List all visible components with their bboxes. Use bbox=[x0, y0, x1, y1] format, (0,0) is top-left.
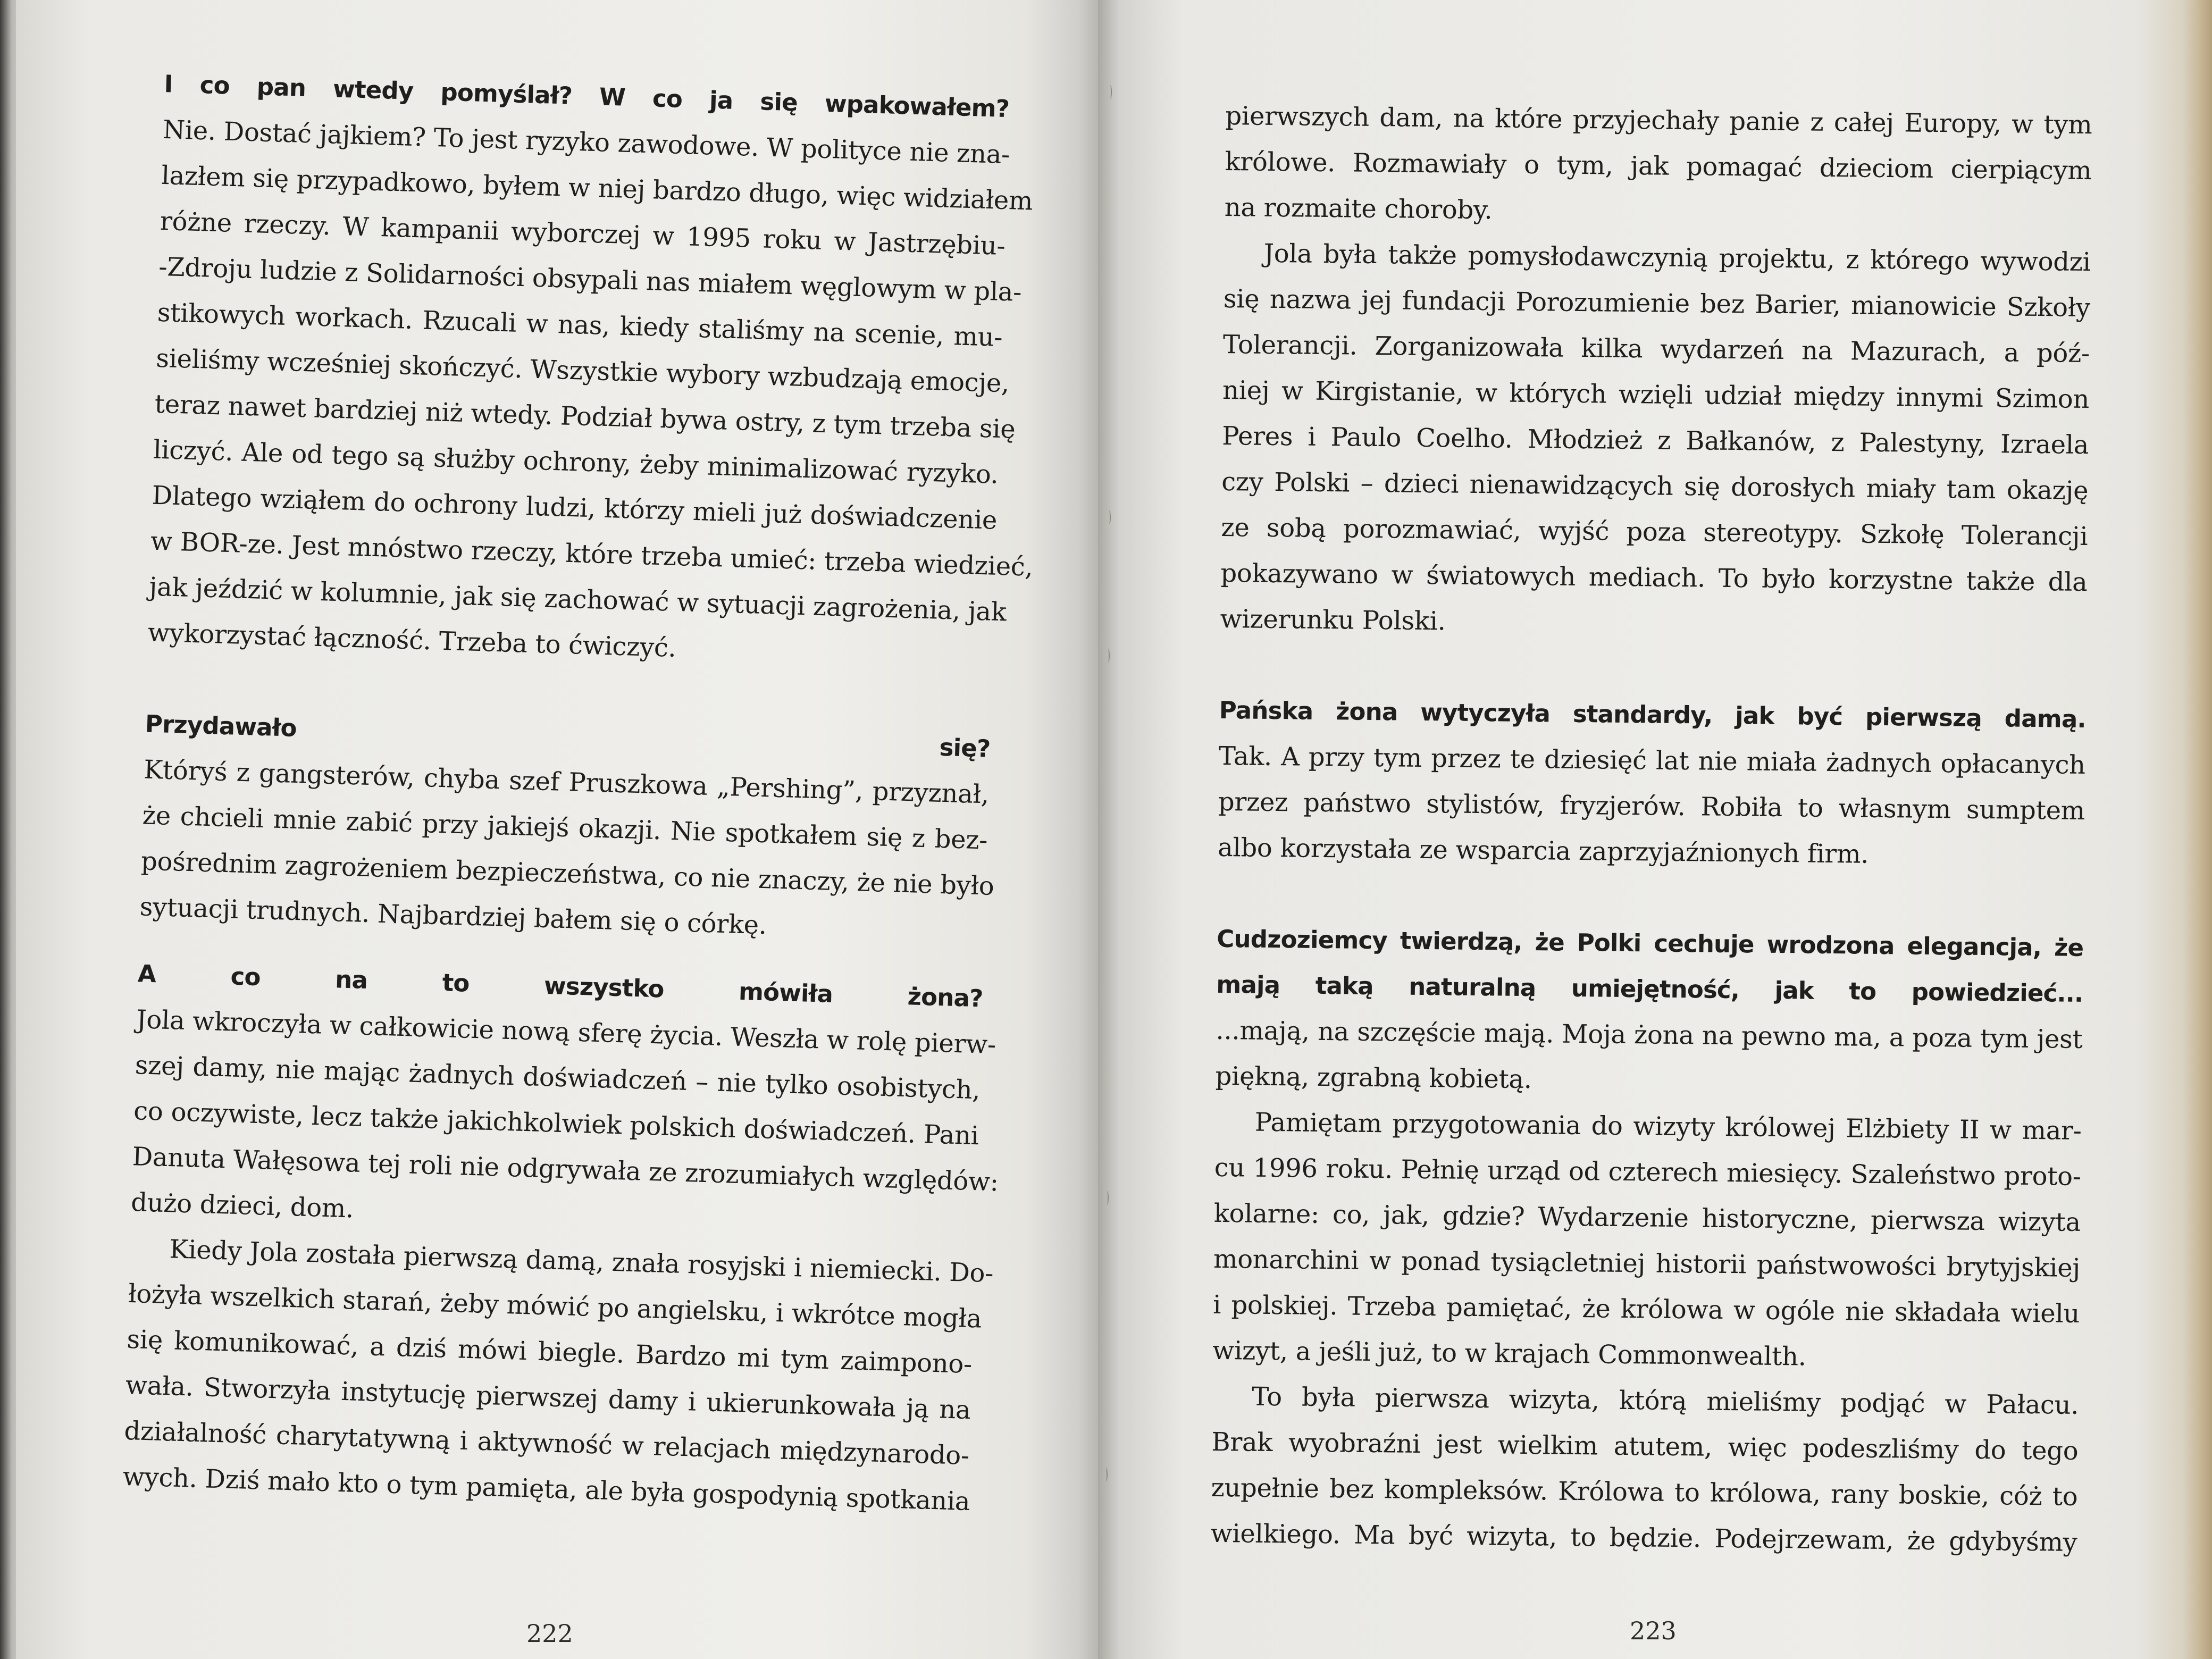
text-line: się komunikować, a dziś mówi biegle. Bardzo mi tym zaimpono- bbox=[126, 1324, 973, 1380]
paragraph-first-line: Jola była także pomysłodawczynią projektu, z którego wywodzi bbox=[1263, 238, 2091, 278]
text-line: co oczywiste, lecz także jakichkolwiek polskich doświadczeń. Pani bbox=[133, 1096, 979, 1151]
text-line: pośrednim zagrożeniem bezpieczeństwa, co nie znaczy, że nie było bbox=[140, 846, 995, 901]
text-line: liczyć. Ale od tego są służby ochrony, żeby minimalizować ryzyko. bbox=[153, 434, 999, 490]
interview-question-line: A co na to wszystko mówiła żona? bbox=[137, 959, 984, 1013]
page-edge-mark bbox=[1104, 1468, 1108, 1481]
text-line: wała. Stworzyła instytucję pierwszej damy i ukierunkowała ją na bbox=[125, 1370, 971, 1426]
text-line: -Zdroju ludzie z Solidarności obsypali nas miałem węglowym w pla- bbox=[158, 252, 1022, 307]
text-line: Tolerancji. Zorganizowała kilka wydarzeń na Mazurach, a póź- bbox=[1222, 329, 2090, 369]
text-line: kolarne: co, jak, gdzie? Wydarzenie historyczne, pierwsza wizyta bbox=[1213, 1198, 2081, 1237]
text-line: lazłem się przypadkowo, byłem w niej bardzo długo, więc widziałem bbox=[161, 160, 1033, 216]
text-line: Dlatego wziąłem do ochrony ludzi, którzy mieli już doświadczenie bbox=[151, 480, 998, 535]
text-line: Peres i Paulo Coelho. Młodzież z Bałkanów, z Palestyny, Izraela bbox=[1221, 421, 2089, 460]
text-line: teraz nawet bardziej niż wtedy. Podział bywa ostry, z tym trzeba się bbox=[154, 389, 1016, 445]
page-edge-mark bbox=[1108, 510, 1111, 524]
text-line: sieliśmy wcześniej skończyć. Wszystkie wybory wzbudzają emocje, bbox=[155, 343, 1010, 399]
interview-question-line: Pańska żona wytyczyła standardy, jak być pierwszą damą. bbox=[1219, 696, 2087, 734]
interview-question-line: I co pan wtedy pomyślał? W co ja się wpakowałem? bbox=[163, 69, 1010, 123]
text-line: w BOR-ze. Jest mnóstwo rzeczy, które trzeba umieć: trzeba wiedzieć, bbox=[150, 526, 1034, 582]
text-line: i polskiej. Trzeba pamiętać, że królowa w ogóle nie składała wielu bbox=[1212, 1289, 2080, 1329]
text-line: pierwszych dam, na które przyjechały panie z całej Europy, w tym bbox=[1225, 100, 2092, 140]
text-line: jak jeździć w kolumnie, jak się zachować w sytuacji zagrożenia, jak bbox=[148, 572, 1007, 627]
interview-question-line: mają taką naturalną umiejętność, jak to powiedzieć... bbox=[1216, 970, 2083, 1008]
text-line: Brak wyobraźni jest wielkim atutem, więc podeszliśmy do tego bbox=[1211, 1427, 2079, 1466]
page-number-right: 223 bbox=[1630, 1616, 1677, 1645]
text-line: niej w Kirgistanie, w których wzięli udział między innymi Szimon bbox=[1222, 375, 2090, 415]
text-line: działalność charytatywną i aktywność w relacjach międzynarodo- bbox=[123, 1415, 970, 1471]
text-line: łożyła wszelkich starań, żeby mówić po angielsku, i wkrótce mogła bbox=[128, 1278, 982, 1334]
paragraph-first-line: Pamiętam przygotowania do wizyty królowej Elżbiety II w mar- bbox=[1254, 1107, 2082, 1146]
text-line: Jola wkroczyła w całkowicie nową sferę życia. Weszła w rolę pierw- bbox=[136, 1004, 996, 1060]
text-line: piękną, zgrabną kobietą. bbox=[1215, 1061, 1532, 1095]
page-edge-mark bbox=[1107, 649, 1110, 663]
interview-question-line: Cudzoziemcy twierdzą, że Polki cechuje wrodzona elegancja, że bbox=[1217, 924, 2084, 962]
text-line: królowe. Rozmawiały o tym, jak pomagać dzieciom cierpiącym bbox=[1225, 146, 2092, 186]
page-number-left: 222 bbox=[526, 1619, 573, 1648]
right-page bbox=[1098, 0, 2212, 1659]
text-line: wizyt, a jeśli już, to w krajach Commonwealth. bbox=[1212, 1335, 1807, 1372]
text-line: czy Polski – dzieci nienawidzących się dorosłych miały tam okazję bbox=[1221, 466, 2089, 506]
text-line: szej damy, nie mając żadnych doświadczeń – nie tylko osobistych, bbox=[135, 1050, 981, 1105]
text-line: Nie. Dostać jajkiem? To jest ryzyko zawodowe. W polityce nie zna- bbox=[162, 114, 1010, 170]
paragraph-first-line: To była pierwsza wizyta, którą mieliśmy podjąć w Pałacu. bbox=[1252, 1381, 2079, 1420]
page-edge-mark bbox=[1105, 1191, 1109, 1205]
text-line: Danuta Wałęsowa tej roli nie odgrywała ze zrozumiałych względów: bbox=[132, 1142, 999, 1197]
text-line: zupełnie bez kompleksów. Królowa to królowa, rany boskie, cóż to bbox=[1211, 1472, 2078, 1512]
text-line: różne rzeczy. W kampanii wyborczej w 1995 roku w Jastrzębiu- bbox=[160, 206, 1006, 262]
text-line: monarchini w ponad tysiącletniej historii państwowości brytyjskiej bbox=[1213, 1244, 2081, 1283]
text-line: wykorzystać łączność. Trzeba to ćwiczyć. bbox=[147, 617, 677, 663]
text-line: ze sobą porozmawiać, wyjść poza stereotypy. Szkołę Tolerancji bbox=[1221, 512, 2088, 552]
text-line: wielkiego. Ma być wizyta, to będzie. Podejrzewam, że gdybyśmy bbox=[1210, 1518, 2077, 1557]
text-line: sytuacji trudnych. Najbardziej bałem się o córkę. bbox=[139, 892, 767, 941]
text-line: wizerunku Polski. bbox=[1220, 604, 1446, 636]
text-line: pokazywano w światowych mediach. To było korzystne także dla bbox=[1220, 558, 2088, 598]
text-line: na rozmaite choroby. bbox=[1224, 192, 1493, 225]
text-line: wych. Dziś mało kto o tym pamięta, ale była gospodynią spotkania bbox=[122, 1461, 971, 1517]
left-page bbox=[16, 0, 1098, 1659]
text-line: albo korzystała ze wsparcia zaprzyjaźnionych firm. bbox=[1217, 832, 1869, 869]
text-line: że chcieli mnie zabić przy jakiejś okazji. Nie spotkałem się z bez- bbox=[142, 800, 988, 856]
right-page-text bbox=[1210, 93, 2092, 1565]
text-line: się nazwa jej fundacji Porozumienie bez Barier, mianowicie Szkoły bbox=[1223, 283, 2091, 323]
text-line: stikowych workach. Rzucali w nas, kiedy staliśmy na scenie, mu- bbox=[157, 297, 1003, 353]
left-page-text bbox=[122, 61, 1034, 1524]
text-line: Któryś z gangsterów, chyba szef Pruszkowa „Pershing”, przyznał, bbox=[143, 755, 990, 810]
interview-question-line: Przydawało się? bbox=[145, 709, 991, 763]
text-line: dużo dzieci, dom. bbox=[130, 1187, 354, 1224]
text-line: cu 1996 roku. Pełnię urząd od czterech miesięcy. Szaleństwo proto- bbox=[1214, 1152, 2082, 1192]
paragraph-first-line: Kiedy Jola została pierwszą damą, znała rosyjski i niemiecki. Do- bbox=[169, 1234, 994, 1289]
text-line: ...mają, na szczęście mają. Moja żona na pewno ma, a poza tym jest bbox=[1216, 1015, 2083, 1054]
text-line: Tak. A przy tym przez te dziesięć lat nie miała żadnych opłacanych bbox=[1218, 741, 2086, 780]
text-line: przez państwo stylistów, fryzjerów. Robiła to własnym sumptem bbox=[1218, 786, 2085, 826]
page-edge-mark bbox=[1109, 85, 1112, 99]
